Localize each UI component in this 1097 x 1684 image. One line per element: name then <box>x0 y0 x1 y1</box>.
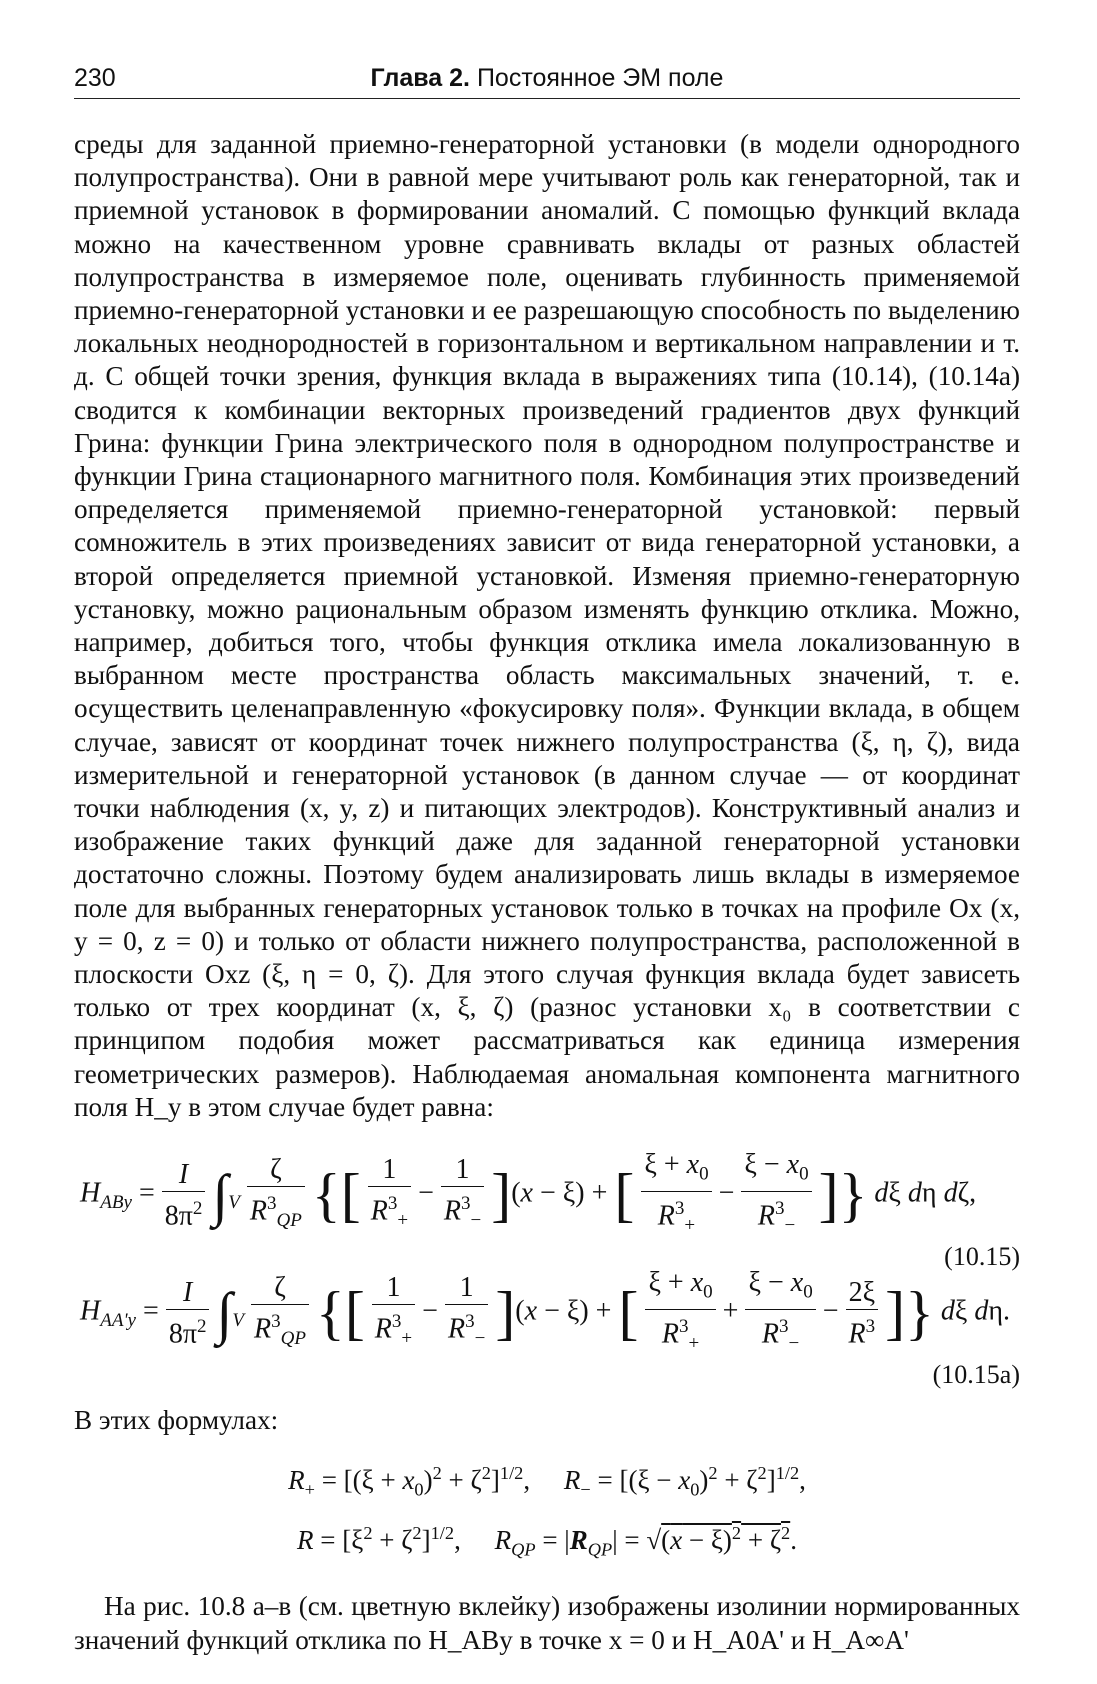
formula-r-plus-minus: $R_+ = [(\xi + x_0)^2 + \zeta^2]^{1/2}$, $R_- = [(\xi - x_0)^2 + \zeta^2]^{1/2}$, <box>288 1463 806 1500</box>
chapter-label: Глава 2. <box>370 64 470 92</box>
formula-r-rqp: $R = [\xi^2 + \zeta^2]^{1/2}$, $R_{QP} = |R_{QP}| = √(x - \xi)^2 + \zeta^2$. <box>297 1522 797 1560</box>
equation-10-15a: $H_{AA'y}$ = $\frac{I}{8\pi^2}$ $\int_V$ $\frac{\zeta}{R^3_{QP}}$ {[ $\frac{1}{R^3_+}$ − $\frac{1}{R^3_-}$ ](x − ξ) + [ $\frac{\xi + x_0}{R^3_+}$ + $\frac{\xi - x_0}{R^3_-}$ − $\frac{2\xi}{R^3}$ ]} dξ dη. <box>80 1267 1011 1354</box>
chapter-name: Постоянное ЭМ поле <box>476 64 724 92</box>
paragraph-main: среды для заданной приемно-генераторной установки (в модели однородного полупространства). Они в равной мере учитывают роль как генераторной, так и приемной установок в формировании аномалий. С помощью функций вклада можно на качественном уровне сравнивать вклады от разных областей полупространства в измеряемое поле, оценивать глубинность применяемой приемно-генераторной установки и ее разрешающую способность по выделению локальных неоднородностей в горизонтальном и вертикальном направлении и т. д. С общей точки зрения, функция вклада в выражениях типа (10.14), (10.14а) сводится к комбинации векторных произведений градиентов двух функций Грина: функции Грина электрического поля в однородном полупространстве и функции Грина стационарного магнитного поля. Комбинация этих произведений определяется применяемой приемно-генераторной установкой: первый сомножитель в этих произведениях зависит от вида генераторной установки, а второй определяется приемной установкой. Изменяя приемно-генераторную установку, можно рациональным образом изменять функцию отклика. Можно, например, добиться того, чтобы функция отклика имела локализованную в выбранном месте пространства область максимальных значений, т. е. осуществить целенаправленную «фокусировку поля». Функции вклада, в общем случае, зависят от координат точек нижнего полупространства (ξ, η, ζ), вида измерительной и генераторной установок (в данном случае — от координат точки наблюдения (x, y, z) и питающих электродов). Конструктивный анализ и изображение таких функций даже для заданной генераторной установки достаточно сложны. Поэтому будем анализировать лишь вклады в измеряемое поле для выбранных генераторных установок только в точках на профиле Ox (x, y = 0, z = 0) и только от области нижнего полупространства, расположенной в плоскости Oxz (ξ, η = 0, ζ). Для этого случая функция вклада будет зависеть только от трех координат (x, ξ, ζ) (разнос установки x₀ в соответствии с принципом подобия может рассматриваться как единица измерения геометрических размеров). Наблюдаемая аномальная компонента магнитного поля H_y в этом случае будет равна: <box>74 129 1020 1122</box>
page-number: 230 <box>74 64 116 92</box>
equation-10-15: $H_{ABy}$ = $\frac{I}{8\pi^2}$ $\int_V$ $\frac{\zeta}{R^3_{QP}}$ {[ $\frac{1}{R^3_+}$ − $\frac{1}{R^3_-}$ ](x − ξ) + [ $\frac{\xi + x_0}{R^3_+}$ − $\frac{\xi - x_0}{R^3_-}$ ]} dξ dη dζ, <box>80 1149 977 1236</box>
equation-block <box>74 1138 1020 1358</box>
page-body <box>74 128 1020 1657</box>
running-header <box>74 64 1020 99</box>
in-formulas-label: В этих формулах: <box>74 1405 279 1436</box>
chapter-title <box>74 64 1020 93</box>
paragraph-figure-ref: На рис. 10.8 а–в (см. цветную вклейку) изображены изолинии нормированных значений функций отклика по H_ABy в точке x = 0 и H_A0A' и H_A∞A' <box>74 1591 1020 1655</box>
paragraph-main-continued: (ξ, η, ζ), вида измерительной и генераторной установок (в данном случае — от координат точки наблюдения (x, y, z) и питающих электродов). Конструктивный анализ и изображение таких функций даже для заданной генераторной установки достаточно сложны. Поэтому будем анализировать лишь вклады в измеряемое поле для выбранных генераторных установок только в точках на профиле Ox (x, y = 0, z = 0) и только от области нижнего полупространства, расположенной в плоскости Oxz (ξ, η = 0, ζ). Для этого случая функция вклада будет зависеть только от трех координат (x, ξ, ζ) (разнос установки x₀ в соответствии с принципом подобия может рассматриваться как единица измерения геометрических размеров). Наблюдаемая аномальная компонента магнитного поля H_y в этом случае будет равна: <box>74 726 1020 1122</box>
equation-number-10-15a: (10.15a) <box>932 1360 1020 1390</box>
equation-number-10-15: (10.15) <box>944 1242 1020 1272</box>
equation-number-row <box>74 1358 1020 1398</box>
